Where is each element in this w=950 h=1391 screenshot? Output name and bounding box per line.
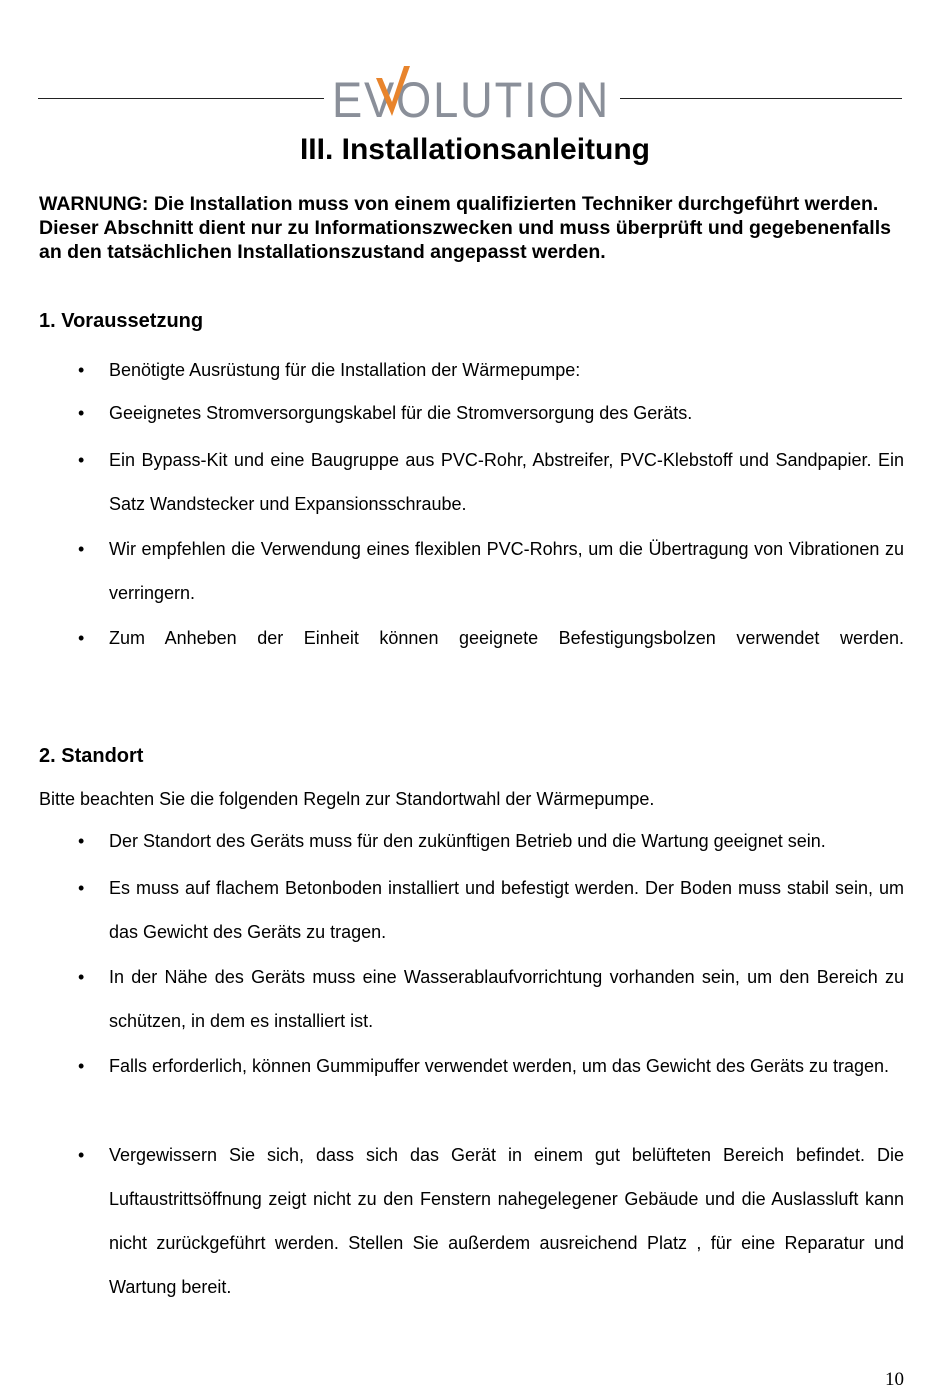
section-heading-location: 2. Standort (39, 745, 144, 767)
warning-text: WARNUNG: Die Installation muss von einem qualifizierten Techniker durchgeführt werden. Dieser Abschnitt dient nur zu Informationszwecken und muss überprüft und gegebenenfalls an den tatsächlichen Installationszustand angepasst werden. (39, 193, 891, 263)
list-item-text: Vergewissern Sie sich, dass sich das Gerät in einem gut belüfteten Bereich befindet. Die Luftaustrittsöffnung zeigt nicht zu den Fenstern nahegelegener Gebäude und die Auslassluft kann nicht zurückgeführt werden. Stellen Sie außerdem ausreichend Platz , für eine Reparatur und Wartung bereit. (109, 1145, 904, 1297)
section-intro: Bitte beachten Sie die folgenden Regeln zur Standortwahl der Wärmepumpe. (39, 789, 655, 809)
bullet: • (78, 831, 85, 851)
list-item-text: Zum Anheben der Einheit können geeignete Befestigungsbolzen verwendet werden. (109, 628, 904, 648)
list-item-text: Es muss auf flachem Betonboden installiert und befestigt werden. Der Boden muss stabil sein, um das Gewicht des Geräts zu tragen. (109, 878, 904, 942)
bullet: • (78, 403, 85, 423)
bullet: • (78, 1056, 85, 1076)
bullet: • (78, 539, 85, 559)
page-title: III. Installationsanleitung (299, 133, 651, 166)
list-item-text: In der Nähe des Geräts muss eine Wasserablaufvorrichtung vorhanden sein, um den Bereich zu schützen, in dem es installiert ist. (109, 967, 904, 1031)
header-rule-right (620, 98, 902, 99)
bullet: • (78, 878, 85, 898)
bullet: • (78, 628, 85, 648)
bullet: • (78, 360, 85, 380)
bullet: • (78, 967, 85, 987)
list-item-text: Wir empfehlen die Verwendung eines flexiblen PVC-Rohrs, um die Übertragung von Vibrationen zu verringern. (109, 539, 904, 603)
section-heading-prerequisites: 1. Voraussetzung (39, 310, 204, 332)
header-rule-left (38, 98, 324, 99)
list-item-text: Falls erforderlich, können Gummipuffer verwendet werden, um das Gewicht des Geräts zu tragen. (109, 1056, 890, 1076)
bullet: • (78, 450, 85, 470)
evolution-logo (332, 64, 614, 126)
page-number: 10 (885, 1369, 904, 1390)
svg-text:EVOLUTION: EVOLUTION (332, 72, 610, 126)
bullet: • (78, 1145, 85, 1165)
list-item-text: Ein Bypass-Kit und eine Baugruppe aus PVC-Rohr, Abstreifer, PVC-Klebstoff und Sandpapier. Ein Satz Wandstecker und Expansionsschraube. (109, 450, 904, 514)
list-item-text: Der Standort des Geräts muss für den zukünftigen Betrieb und die Wartung geeignet sein. (109, 831, 826, 851)
list-item-text: Geeignetes Stromversorgungskabel für die Stromversorgung des Geräts. (109, 403, 693, 423)
list-item-text: Benötigte Ausrüstung für die Installation der Wärmepumpe: (109, 360, 581, 380)
